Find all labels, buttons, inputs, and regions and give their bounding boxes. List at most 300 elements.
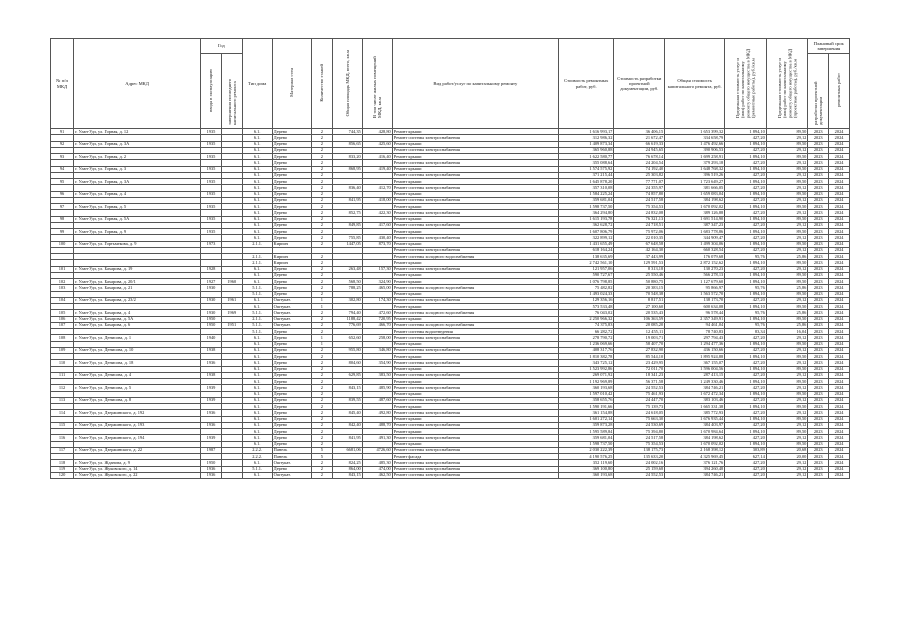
cell-deadline-design: 2023 (808, 429, 829, 435)
cell-design-cost: 21 672,47 (614, 135, 665, 141)
cell-design-cost: 20 085,20 (614, 322, 665, 328)
cell-total-cost: 1 672 472,34 (665, 391, 725, 397)
cell-max-unit-cost-2: 25,86 (766, 285, 808, 291)
cell-total-area: 836,40 (332, 185, 362, 191)
cell-repair-cost: 1 574 575,92 (558, 166, 613, 172)
cell-max-unit-cost-1: 303,89 (725, 447, 767, 453)
cell-max-unit-cost-1: 427,20 (725, 235, 767, 241)
header-total-area: Общая площадь МКД, всего, кв.м (332, 39, 362, 129)
cell-work-type: Ремонт системы электроснабжения (392, 135, 558, 141)
cell-wall-material: Оштукат. (272, 472, 311, 478)
cell-num: 107 (51, 322, 74, 328)
cell-wall-material: Оштукат. (272, 460, 311, 466)
cell-wall-material: Дерево (272, 129, 311, 135)
cell-deadline-repair: 2024 (829, 141, 850, 147)
cell-floors: 2 (311, 204, 332, 210)
cell-floors: 2 (311, 316, 332, 322)
cell-wall-material: Дерево (272, 235, 311, 241)
cell-work-type: Ремонт крыши (392, 204, 558, 210)
cell-repair-cost: 573 533,48 (558, 304, 613, 310)
cell-residential-area: 416,40 (362, 154, 392, 160)
cell-floors: 5 (311, 454, 332, 460)
cell-work-type: Ремонт крыши (392, 341, 558, 347)
cell-max-unit-cost-1: 427,20 (725, 185, 767, 191)
cell-deadline-design: 2023 (808, 322, 829, 328)
cell-address: г. Улан-Удэ, ул. Горная, д. 3А (74, 179, 201, 185)
cell-year-built: 1935 (201, 191, 222, 197)
cell-design-cost: 106 363,59 (614, 316, 665, 322)
cell-max-unit-cost-1: 1 894,10 (725, 441, 767, 447)
cell-repair-cost: 66 282,72 (558, 329, 613, 335)
cell-max-unit-cost-1: 1 894,10 (725, 154, 767, 160)
cell-residential-area: 462,50 (362, 472, 392, 478)
cell-max-unit-cost-1: 1 894,10 (725, 379, 767, 385)
cell-work-type: Ремонт системы электроснабжения (392, 160, 558, 166)
cell-max-unit-cost-1: 1 894,10 (725, 291, 767, 297)
cell-year-built: 1936 (201, 410, 222, 416)
cell-total-cost: 1 691 514,90 (665, 216, 725, 222)
cell-max-unit-cost-2: 29,12 (766, 266, 808, 272)
cell-max-unit-cost-1: 1 894,10 (725, 404, 767, 410)
cell-num: 101 (51, 266, 74, 272)
cell-residential-area: 346,80 (362, 347, 392, 353)
cell-max-unit-cost-2: 25,86 (766, 322, 808, 328)
cell-max-unit-cost-2: 29,12 (766, 147, 808, 153)
cell-year-built: 1935 (201, 141, 222, 147)
cell-design-cost: 66 619,33 (614, 141, 665, 147)
cell-deadline-repair: 2024 (829, 229, 850, 235)
cell-max-unit-cost-2: 29,12 (766, 372, 808, 378)
cell-max-unit-cost-1: 427,20 (725, 422, 767, 428)
cell-house-type: 6.1. (242, 422, 272, 428)
cell-deadline-repair: 2024 (829, 135, 850, 141)
cell-total-cost: 1 653 399,32 (665, 129, 725, 135)
cell-deadline-repair: 2024 (829, 235, 850, 241)
cell-design-cost: 27 832,90 (614, 347, 665, 353)
cell-work-type: Ремонт системы электроснабжения (392, 147, 558, 153)
cell-deadline-design: 2023 (808, 272, 829, 278)
cell-floors: 2 (311, 279, 332, 285)
cell-deadline-design: 2023 (808, 235, 829, 241)
cell-wall-material: Панель (272, 454, 311, 460)
cell-num: 108 (51, 335, 74, 341)
cell-residential-area: 157,30 (362, 266, 392, 272)
cell-deadline-repair: 2024 (829, 129, 850, 135)
cell-max-unit-cost-1: 427,20 (725, 410, 767, 416)
cell-max-unit-cost-2: 89,50 (766, 272, 808, 278)
cell-work-type: Ремонт системы электроснабжения (392, 266, 558, 272)
cell-wall-material: Дерево (272, 429, 311, 435)
cell-year-built: 1935 (201, 204, 222, 210)
cell-floors: 2 (311, 322, 332, 328)
cell-repair-cost: 75 482,82 (558, 285, 613, 291)
cell-floors: 2 (311, 260, 332, 266)
cell-deadline-repair: 2024 (829, 472, 850, 478)
cell-deadline-repair: 2024 (829, 172, 850, 178)
cell-floors: 2 (311, 166, 332, 172)
cell-repair-cost: 129 356,16 (558, 297, 613, 303)
cell-floors: 2 (311, 216, 332, 222)
cell-max-unit-cost-2: 29,12 (766, 160, 808, 166)
cell-max-unit-cost-2: 29,12 (766, 466, 808, 472)
cell-total-cost: 4 325 969,45 (665, 454, 725, 460)
cell-house-type: 6.1. (242, 304, 272, 310)
capital-repair-table (50, 38, 850, 479)
cell-max-unit-cost-2: 29,12 (766, 335, 808, 341)
header-deadline-repair: ремонтных работ (829, 54, 850, 129)
cell-year-built: 1935 (201, 179, 222, 185)
cell-max-unit-cost-2: 29,12 (766, 185, 808, 191)
cell-year-rebuilt: 1960 (221, 279, 242, 285)
cell-work-type: Ремонт системы электроснабжения (392, 385, 558, 391)
cell-total-cost: 1 596 004,56 (665, 366, 725, 372)
cell-address: г. Улан-Удэ, ул. Дзержинского, д. 22 (74, 447, 201, 453)
cell-deadline-design: 2023 (808, 229, 829, 235)
cell-residential-area: 492,80 (362, 410, 392, 416)
cell-repair-cost: 352 119,60 (558, 460, 613, 466)
cell-residential-area: 324,90 (362, 279, 392, 285)
cell-floors: 2 (311, 422, 332, 428)
cell-deadline-repair: 2024 (829, 447, 850, 453)
cell-house-type: 6.1. (242, 404, 272, 410)
cell-total-area: 788,25 (332, 285, 362, 291)
cell-repair-cost: 1 615 193,78 (558, 216, 613, 222)
cell-address: г. Улан-Удэ, ул. Бахарова, д. 6 (74, 322, 201, 328)
cell-repair-cost: 365 960,88 (558, 147, 613, 153)
cell-deadline-design: 2023 (808, 241, 829, 247)
cell-work-type: Ремонт системы холодного водоснабжения (392, 254, 558, 260)
cell-house-type: 6.1. (242, 154, 272, 160)
cell-deadline-design: 2023 (808, 247, 829, 253)
cell-total-area: 568,50 (332, 279, 362, 285)
cell-floors: 2 (311, 135, 332, 141)
cell-floors: 2 (311, 435, 332, 441)
cell-wall-material: Дерево (272, 141, 311, 147)
cell-repair-cost: 76 043,02 (558, 310, 613, 316)
cell-max-unit-cost-1: 427,20 (725, 210, 767, 216)
cell-residential-area: 491,30 (362, 435, 392, 441)
header-total-cost: Общая стоимость капитального ремонта, руб. (665, 39, 725, 129)
cell-floors: 2 (311, 354, 332, 360)
cell-deadline-repair: 2024 (829, 397, 850, 403)
cell-design-cost: 50 880,75 (614, 279, 665, 285)
cell-deadline-design: 2023 (808, 360, 829, 366)
cell-wall-material: Дерево (272, 210, 311, 216)
cell-house-type: 6.1. (242, 341, 272, 347)
cell-deadline-repair: 2024 (829, 360, 850, 366)
cell-design-cost: 24 552,53 (614, 472, 665, 478)
cell-wall-material: Дерево (272, 266, 311, 272)
cell-max-unit-cost-2: 89,50 (766, 129, 808, 135)
cell-max-unit-cost-1: 1 894,10 (725, 216, 767, 222)
cell-max-unit-cost-1: 95,76 (725, 310, 767, 316)
cell-max-unit-cost-1: 1 894,10 (725, 279, 767, 285)
cell-deadline-design: 2023 (808, 447, 829, 453)
cell-repair-cost: 1 810 382,78 (558, 354, 613, 360)
cell-repair-cost: 590 727,67 (558, 272, 613, 278)
cell-deadline-design: 2023 (808, 204, 829, 210)
cell-deadline-design: 2023 (808, 304, 829, 310)
cell-residential-area: 354,90 (362, 360, 392, 366)
cell-house-type: 6.1. (242, 266, 272, 272)
cell-residential-area: 430,40 (362, 235, 392, 241)
cell-residential-area: 4726,60 (362, 447, 392, 453)
cell-max-unit-cost-2: 89,50 (766, 191, 808, 197)
cell-floors: 2 (311, 310, 332, 316)
cell-address: г. Улан-Удэ, ул. Дзержинского, д. 194 (74, 435, 201, 441)
cell-wall-material: Дерево (272, 366, 311, 372)
cell-deadline-design: 2023 (808, 297, 829, 303)
cell-total-cost: 385 772,93 (665, 410, 725, 416)
cell-repair-cost: 138 635,69 (558, 254, 613, 260)
cell-house-type: 2.1.1. (242, 254, 272, 260)
cell-deadline-repair: 2024 (829, 147, 850, 153)
cell-repair-cost: 1 493 024,33 (558, 291, 613, 297)
header-floors: Количество этажей (311, 39, 332, 129)
cell-repair-cost: 2 030 222,39 (558, 447, 613, 453)
cell-design-cost: 20 535,43 (614, 310, 665, 316)
cell-num: 102 (51, 279, 74, 285)
cell-deadline-design: 2023 (808, 372, 829, 378)
cell-deadline-repair: 2024 (829, 466, 850, 472)
cell-max-unit-cost-1: 95,76 (725, 285, 767, 291)
cell-address: г. Улан-Удэ, ул. Горная, д. 3А (74, 141, 201, 147)
cell-max-unit-cost-2: 89,50 (766, 179, 808, 185)
cell-house-type: 6.1. (242, 391, 272, 397)
cell-num: 116 (51, 435, 74, 441)
cell-deadline-repair: 2024 (829, 260, 850, 266)
cell-house-type: 6.1. (242, 185, 272, 191)
cell-max-unit-cost-2: 89,50 (766, 166, 808, 172)
cell-repair-cost: 1 236 069,66 (558, 341, 613, 347)
cell-year-built: 1987 (201, 447, 222, 453)
cell-house-type: 6.1. (242, 160, 272, 166)
cell-num: 100 (51, 241, 74, 247)
cell-design-cost: 75 354,53 (614, 441, 665, 447)
cell-house-type: 6.1. (242, 360, 272, 366)
cell-residential-area: 417,60 (362, 222, 392, 228)
cell-house-type: 6.1. (242, 435, 272, 441)
cell-deadline-design: 2023 (808, 216, 829, 222)
cell-year-built: 1935 (201, 154, 222, 160)
cell-deadline-repair: 2024 (829, 366, 850, 372)
cell-max-unit-cost-1: 427,20 (725, 297, 767, 303)
cell-max-unit-cost-2: 16,04 (766, 329, 808, 335)
cell-max-unit-cost-1: 427,20 (725, 222, 767, 228)
cell-repair-cost: 2 250 966,32 (558, 316, 613, 322)
cell-repair-cost: 1 584 225,24 (558, 191, 613, 197)
cell-work-type: Ремонт крыши (392, 416, 558, 422)
cell-design-cost: 75 139,73 (614, 404, 665, 410)
cell-house-type: 6.1. (242, 272, 272, 278)
cell-max-unit-cost-1: 627,14 (725, 454, 767, 460)
cell-design-cost: 74 192,40 (614, 166, 665, 172)
cell-repair-cost: 278 790,72 (558, 335, 613, 341)
cell-deadline-design: 2023 (808, 260, 829, 266)
cell-max-unit-cost-2: 29,12 (766, 247, 808, 253)
cell-floors: 2 (311, 141, 332, 147)
cell-max-unit-cost-1: 1 894,10 (725, 141, 767, 147)
cell-deadline-repair: 2024 (829, 316, 850, 322)
cell-house-type: 6.1. (242, 135, 272, 141)
cell-house-type: 6.1. (242, 460, 272, 466)
cell-total-cost: 383 103,46 (665, 397, 725, 403)
cell-total-cost: 394 260,48 (665, 466, 725, 472)
cell-floors: 2 (311, 147, 332, 153)
header-address: Адрес МКД (74, 39, 201, 129)
cell-floors: 2 (311, 191, 332, 197)
cell-repair-cost: 1 607 806,79 (558, 229, 613, 235)
header-house-type: Тип дома (242, 39, 272, 129)
cell-repair-cost: 121 957,06 (558, 266, 613, 272)
cell-work-type: Ремонт фасада (392, 454, 558, 460)
cell-year-built: 1939 (201, 397, 222, 403)
cell-repair-cost: 2 742 561,10 (558, 260, 613, 266)
cell-design-cost: 24 204,54 (614, 160, 665, 166)
cell-address: г. Улан-Удэ, ул. Бахарова, д. 5А (74, 316, 201, 322)
cell-address: г. Улан-Удэ, ул. Жданова, д. 9 (74, 460, 201, 466)
cell-max-unit-cost-2: 29,12 (766, 472, 808, 478)
cell-wall-material: Панель (272, 447, 311, 453)
cell-house-type: 6.1. (242, 235, 272, 241)
cell-deadline-design: 2023 (808, 391, 829, 397)
cell-year-built: 1930 (201, 310, 222, 316)
cell-repair-cost: 1 076 798,85 (558, 279, 613, 285)
cell-wall-material: Дерево (272, 422, 311, 428)
cell-house-type: 2.2.2. (242, 447, 272, 453)
cell-total-cost: 94 461,04 (665, 322, 725, 328)
cell-max-unit-cost-2: 89,50 (766, 291, 808, 297)
cell-deadline-repair: 2024 (829, 372, 850, 378)
cell-max-unit-cost-1: 427,20 (725, 435, 767, 441)
cell-wall-material: Дерево (272, 222, 311, 228)
cell-total-cost: 95 866,97 (665, 285, 725, 291)
cell-wall-material: Дерево (272, 416, 311, 422)
cell-address: г. Улан-Удэ, ул. Бахарова, д. 19 (74, 266, 201, 272)
cell-total-cost: 138 173,70 (665, 297, 725, 303)
cell-design-cost: 70 548,38 (614, 291, 665, 297)
cell-wall-material: Дерево (272, 360, 311, 366)
cell-total-area: 833,20 (332, 154, 362, 160)
cell-house-type: 6.1. (242, 347, 272, 353)
cell-deadline-design: 2023 (808, 466, 829, 472)
cell-num: 104 (51, 297, 74, 303)
cell-year-rebuilt: 1969 (221, 310, 242, 316)
cell-work-type: Ремонт крыши (392, 129, 558, 135)
cell-deadline-repair: 2024 (829, 379, 850, 385)
cell-deadline-repair: 2024 (829, 310, 850, 316)
cell-design-cost: 25 550,46 (614, 272, 665, 278)
cell-design-cost: 75 972,06 (614, 229, 665, 235)
cell-year-built: 1936 (201, 422, 222, 428)
cell-work-type: Ремонт системы электроснабжения (392, 222, 558, 228)
cell-total-cost: 367 155,07 (665, 360, 725, 366)
cell-max-unit-cost-1: 427,20 (725, 397, 767, 403)
cell-max-unit-cost-2: 20,68 (766, 447, 808, 453)
cell-house-type: 6.1. (242, 229, 272, 235)
cell-total-cost: 1 670 092,02 (665, 204, 725, 210)
cell-work-type: Ремонт крыши (392, 279, 558, 285)
cell-work-type: Ремонт системы электроснабжения (392, 372, 558, 378)
cell-design-cost: 24 355,97 (614, 185, 665, 191)
cell-max-unit-cost-1: 1 894,10 (725, 354, 767, 360)
cell-year-built: 1973 (201, 241, 222, 247)
cell-total-cost: 1 895 924,88 (665, 354, 725, 360)
cell-num: 110 (51, 360, 74, 366)
cell-num: 119 (51, 466, 74, 472)
cell-total-area: 839,55 (332, 397, 362, 403)
cell-house-type: 6.1. (242, 366, 272, 372)
cell-total-cost: 600 634,08 (665, 304, 725, 310)
cell-work-type: Ремонт системы водоотведения (392, 329, 558, 335)
cell-max-unit-cost-1: 1 894,10 (725, 304, 767, 310)
cell-max-unit-cost-2: 29,12 (766, 385, 808, 391)
cell-total-area: 794,40 (332, 310, 362, 316)
cell-max-unit-cost-2: 89,50 (766, 379, 808, 385)
cell-house-type: 6.1. (242, 179, 272, 185)
cell-address: г. Улан-Удэ, ул. Денисова, д. 1 (74, 335, 201, 341)
cell-wall-material: Дерево (272, 204, 311, 210)
cell-max-unit-cost-2: 29,12 (766, 460, 808, 466)
cell-wall-material: Кирпич (272, 254, 311, 260)
cell-deadline-design: 2023 (808, 160, 829, 166)
cell-floors: 2 (311, 410, 332, 416)
cell-house-type: 6.1. (242, 197, 272, 203)
cell-year-built: 1936 (201, 466, 222, 472)
cell-residential-area: 474,00 (362, 466, 392, 472)
cell-house-type: 2.2.2. (242, 454, 272, 460)
cell-floors: 2 (311, 241, 332, 247)
cell-num: 109 (51, 347, 74, 353)
cell-total-cost: 1 499 304,06 (665, 241, 725, 247)
cell-max-unit-cost-2: 25,86 (766, 310, 808, 316)
cell-deadline-design: 2023 (808, 335, 829, 341)
cell-deadline-design: 2023 (808, 454, 829, 460)
cell-work-type: Ремонт крыши (392, 366, 558, 372)
cell-total-area: 843,15 (332, 385, 362, 391)
cell-repair-cost: 355 088,64 (558, 160, 613, 166)
cell-year-rebuilt: 1951 (221, 322, 242, 328)
cell-floors: 2 (311, 397, 332, 403)
cell-floors: 2 (311, 154, 332, 160)
cell-num: 98 (51, 216, 74, 222)
cell-total-cost: 2 168 398,12 (665, 447, 725, 453)
cell-floors: 2 (311, 347, 332, 353)
cell-address: г. Улан-Удэ, ул. Дзержинского, д. 193 (74, 422, 201, 428)
cell-residential-area: 873,70 (362, 241, 392, 247)
cell-num: 92 (51, 141, 74, 147)
cell-max-unit-cost-1: 427,20 (725, 172, 767, 178)
cell-total-cost: 1 294 477,36 (665, 341, 725, 347)
cell-design-cost: 75 354,53 (614, 204, 665, 210)
cell-repair-cost: 1 523 992,86 (558, 366, 613, 372)
cell-wall-material: Дерево (272, 185, 311, 191)
cell-repair-cost: 361 154,88 (558, 410, 613, 416)
cell-total-area: 744,35 (332, 129, 362, 135)
cell-num: 115 (51, 422, 74, 428)
cell-design-cost: 37 443,99 (614, 254, 665, 260)
cell-total-cost: 334 658,79 (665, 135, 725, 141)
cell-deadline-design: 2023 (808, 422, 829, 428)
cell-house-type: 6.1. (242, 397, 272, 403)
cell-total-cost: 384 403,97 (665, 422, 725, 428)
cell-deadline-design: 2023 (808, 329, 829, 335)
cell-address: г. Улан-Удэ, ул. Горная, д. 5А (74, 216, 201, 222)
cell-num: 93 (51, 154, 74, 160)
cell-design-cost: 36 406,15 (614, 129, 665, 135)
cell-work-type: Ремонт крыши (392, 429, 558, 435)
header-residential-area: В том числе жилых помещений МКД, кв.м (362, 39, 392, 129)
